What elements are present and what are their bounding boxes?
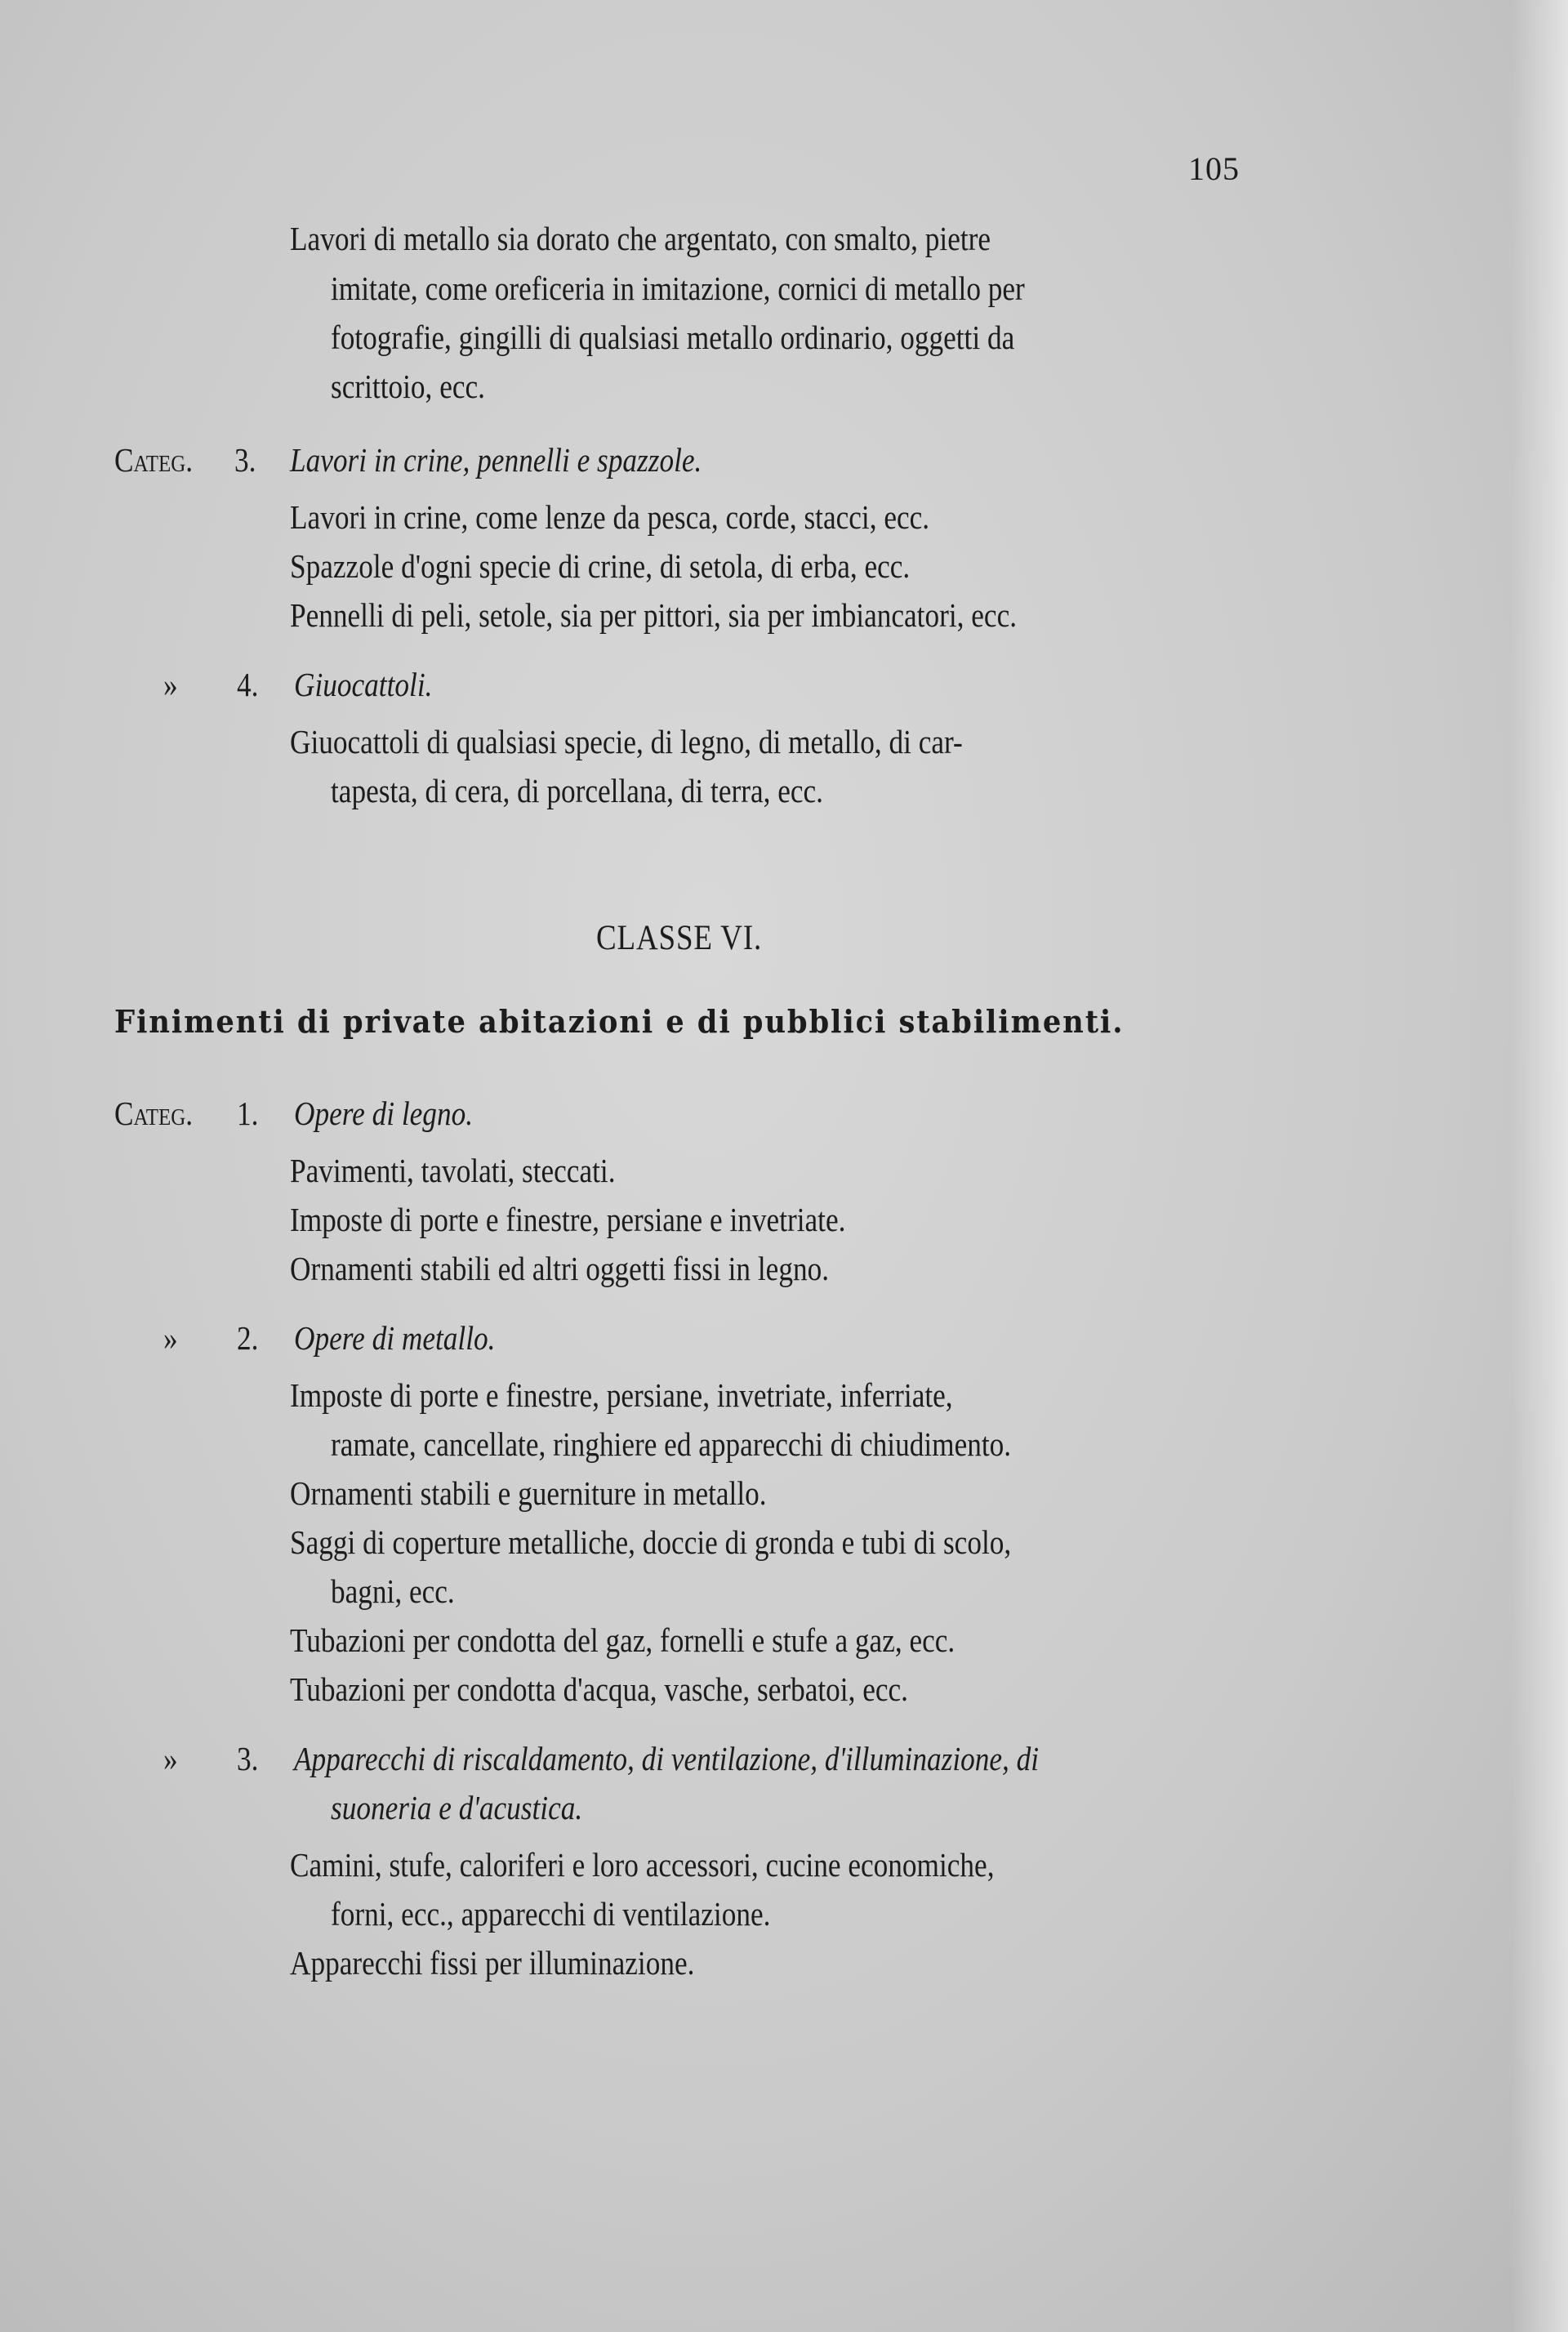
- text-line: Imposte di porte e finestre, persiane e invetriate.: [290, 1201, 846, 1238]
- text-line: forni, ecc., apparecchi di ventilazione.: [331, 1895, 771, 1933]
- category-label: Categ.: [114, 441, 194, 479]
- text-line: Lavori di metallo sia dorato che argentato, con smalto, pietre: [290, 220, 991, 257]
- ditto-mark: »: [163, 1740, 178, 1777]
- category-number: 1.: [237, 1095, 259, 1132]
- text-line: Imposte di porte e finestre, persiane, invetriate, inferriate,: [290, 1376, 953, 1414]
- category-title: Opere di legno.: [294, 1095, 474, 1132]
- text-line: Saggi di coperture metalliche, doccie di gronda e tubi di scolo,: [290, 1523, 1012, 1561]
- category-title: Apparecchi di riscaldamento, di ventilazione, d'illuminazione, di: [294, 1740, 1040, 1777]
- text-line: fotografie, gingilli di qualsiasi metallo ordinario, oggetti da: [331, 319, 1015, 356]
- page-number: 105: [1188, 150, 1240, 187]
- text-line: Tubazioni per condotta del gaz, fornelli e stufe a gaz, ecc.: [290, 1621, 956, 1659]
- text-line: Spazzole d'ogni specie di crine, di setola, di erba, ecc.: [290, 547, 911, 585]
- category-number: 2.: [237, 1319, 259, 1357]
- category-title: Giuocattoli.: [294, 666, 433, 703]
- page-edge-shadow: [1511, 0, 1568, 2332]
- text-line: Lavori in crine, come lenze da pesca, corde, stacci, ecc.: [290, 498, 930, 536]
- text-line: Pennelli di peli, setole, sia per pittori, sia per imbiancatori, ecc.: [290, 596, 1018, 634]
- ditto-mark: »: [163, 666, 178, 703]
- text-line: Ornamenti stabili ed altri oggetti fissi in legno.: [290, 1250, 830, 1287]
- category-number: 3.: [237, 1740, 259, 1777]
- ditto-mark: »: [163, 1319, 178, 1357]
- text-line: Ornamenti stabili e guerniture in metallo.: [290, 1474, 767, 1512]
- category-title-continuation: suoneria e d'acustica.: [331, 1789, 583, 1826]
- category-number: 4.: [237, 666, 259, 703]
- text-line: Pavimenti, tavolati, steccati.: [290, 1152, 616, 1189]
- text-line: tapesta, di cera, di porcellana, di terra, ecc.: [331, 772, 824, 809]
- category-number: 3.: [234, 441, 256, 479]
- text-line: Apparecchi fissi per illuminazione.: [290, 1944, 695, 1982]
- text-line: ramate, cancellate, ringhiere ed apparecchi di chiudimento.: [331, 1425, 1012, 1463]
- category-label: Categ.: [114, 1095, 194, 1132]
- class-heading: CLASSE VI.: [596, 919, 763, 957]
- text-line: Camini, stufe, caloriferi e loro accessori, cucine economiche,: [290, 1846, 995, 1884]
- category-title: Opere di metallo.: [294, 1319, 496, 1357]
- category-title: Lavori in crine, pennelli e spazzole.: [290, 441, 702, 479]
- text-line: imitate, come oreficeria in imitazione, cornici di metallo per: [331, 270, 1025, 307]
- text-line: Tubazioni per condotta d'acqua, vasche, serbatoi, ecc.: [290, 1670, 908, 1708]
- class-subheading: Finimenti di private abitazioni e di pubblici stabilimenti.: [114, 1003, 1125, 1040]
- text-line: scrittoio, ecc.: [331, 368, 485, 405]
- text-line: bagni, ecc.: [331, 1572, 455, 1610]
- text-line: Giuocattoli di qualsiasi specie, di legno, di metallo, di car-: [290, 723, 963, 760]
